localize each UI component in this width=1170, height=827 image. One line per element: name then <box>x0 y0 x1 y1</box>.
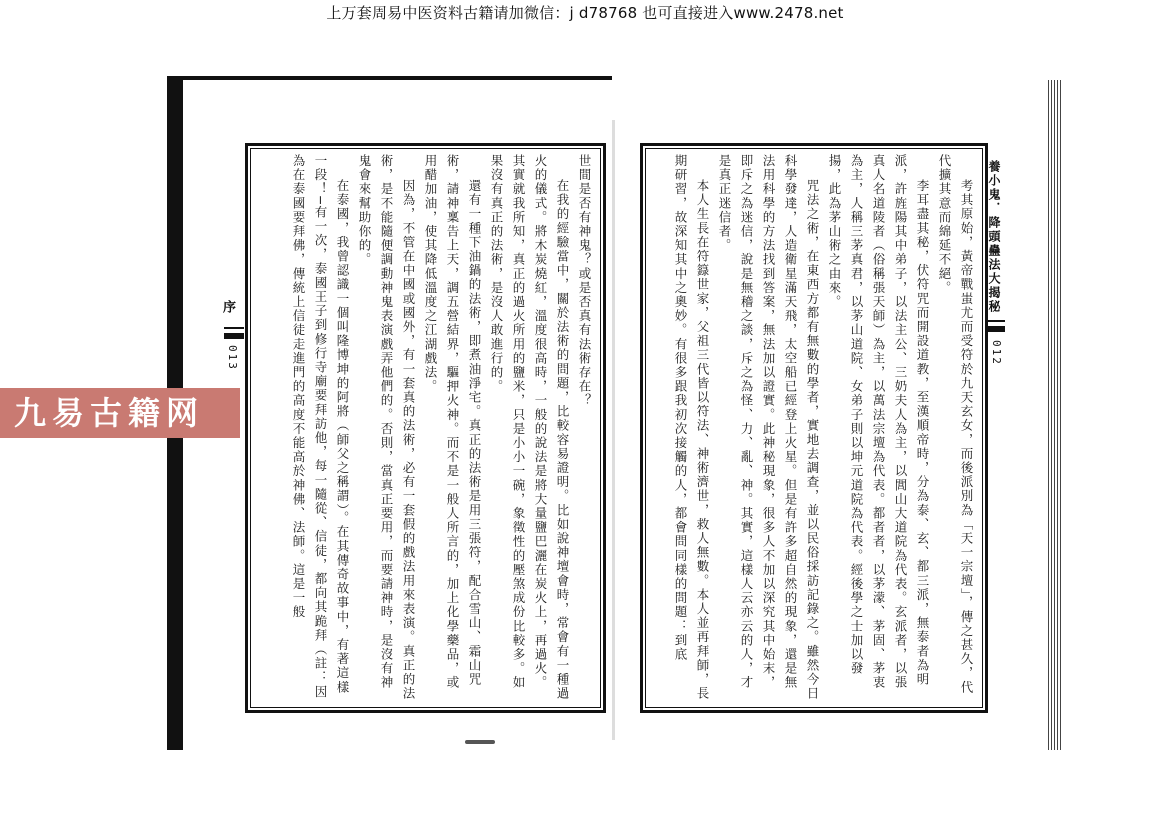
site-watermark: 九易古籍网 <box>0 388 240 438</box>
left-paragraph: 因為，不管在中國或國外，有一套真的法術，必有一套假的戲法用來表演。真正的法術，是不能隨便調動神鬼表演戲弄他們的。否則，當真正要用，而要請神時，是沒有神鬼會來幫助你的。 <box>357 154 416 701</box>
right-page-header: 養小鬼．降頭蠱法大揭秘 <box>987 160 1001 314</box>
right-paragraph: 本人生長在符籙世家，父祖三代皆以符法、神術濟世，救人無數。本人並再拜師，長期研習，故深知其中之奧妙。有很多跟我初次接觸的人，都會問同樣的問題：到底 <box>673 154 710 701</box>
left-paragraph: 在泰國，我曾認識一個叫隆博坤的阿將（師父之稱謂）。在其傳奇故事中，有著這樣一段！─有一次，泰國王子到修行寺廟要拜訪他，每一隨從、信徒，都向其跪拜（註：因為在泰國要拜佛，傳統上信徒走進門的高度不能高於神佛、法師。這是一般 <box>291 154 350 699</box>
left-paragraph: 還有一種下油鍋的法術，即煮油淨宅。真正的法術是用三張符，配合雪山、霜山咒術，請神稟告上天，調五營結界，驅押火神。而不是一般人所言的，加上化學藥品，或用醋加油，使其降低溫度之江湖戲法。 <box>423 154 482 690</box>
right-header-rule <box>985 320 1005 322</box>
left-paragraph: 世間是否有神鬼？或是否真有法術存在？ <box>577 154 592 408</box>
right-page-number: 012 <box>990 340 1003 366</box>
right-paragraph: 咒法之術，在東西方都有無數的學者，實地去調查，並以民俗採訪記錄之。雖然今日科學發達，人造衛星滿天飛，太空船已經登上火星。但是有許多超自然的現象，還是無法用科學的方法找到答案，無法加以證實。此神秘現象，很多人不加以深究其中始末，即斥之為迷信，說是無稽之談，斥之為怪、力、亂、神。其實，這樣人云亦云的人，才是真正迷信者。 <box>717 154 820 701</box>
left-page-number: 013 <box>226 345 239 371</box>
right-page-frame <box>640 143 988 713</box>
left-page-frame <box>245 143 606 713</box>
left-page-text <box>256 154 595 702</box>
right-header-rule-thick <box>985 326 1005 332</box>
scan-smudge <box>465 740 495 744</box>
left-header-rule-thick <box>224 333 244 339</box>
left-header-rule <box>224 327 244 329</box>
promo-banner: 上万套周易中医资料古籍请加微信：j d78768 也可直接进入www.2478.net <box>326 4 844 22</box>
right-paragraph: 李耳盡其秘，伏符咒而開設道教，至漢順帝時，分為泰、玄、都三派，無泰者為明派，許旌陽其中弟子，以法主公、三奶夫人為主，以閭山大道院為代表。玄派者，以張真人名道陵者（俗稱張天師）為主，以萬法宗壇為代表。都者者，以茅濛、茅固、茅衷為主，人稱三茅真君，以茅山道院、女弟子則以坤元道院為代表。經後學之士加以發揚，此為茅山術之由來。 <box>827 154 930 690</box>
book-spine <box>612 120 615 740</box>
right-page-text <box>651 154 977 702</box>
left-page-header: 序 <box>220 300 235 315</box>
page-edges <box>1048 80 1062 750</box>
scan-shadow-top <box>167 76 612 80</box>
left-paragraph: 在我的經驗當中，關於法術的問題，比較容易證明。比如說神壇會時，常會有一種過火的儀式。將木炭燒紅，溫度很高時，一般的說法是將大量鹽巴灑在炭火上，再過火。其實就我所知，真正的過火所用的鹽米，只是小小一碗，象徵性的壓煞成份比較多。如果沒有真正的法術，是沒人敢進行的。 <box>489 154 570 701</box>
right-paragraph: 考其原始，黃帝戰蚩尤而受符於九天玄女，而後派別為「天一宗壇」，傳之甚久，代代擴其意而綿延不絕。 <box>937 154 974 695</box>
